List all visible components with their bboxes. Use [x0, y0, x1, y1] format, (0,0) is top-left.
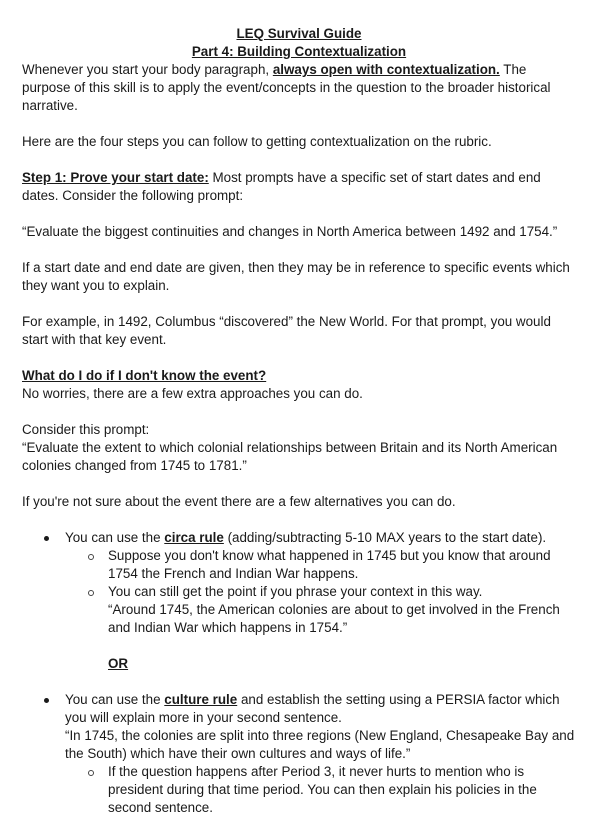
- culture-rule-sublist: [65, 763, 576, 817]
- bullet-text-before: You can use the: [65, 692, 165, 707]
- prompt1-quote: “Evaluate the biggest continuities and changes in North America between 1492 and 1754.”: [22, 224, 558, 239]
- list-item-culture-rule: [22, 691, 576, 817]
- bullet-text-before: You can use the: [65, 530, 165, 545]
- spacer: [22, 241, 576, 259]
- alternatives-list-continued: [22, 691, 576, 817]
- intro-text-before: Whenever you start your body paragraph,: [22, 62, 273, 77]
- spacer: [22, 205, 576, 223]
- example-paragraph: For example, in 1492, Columbus “discovered” the New World. For that prompt, you would start with that key event.: [22, 314, 551, 347]
- or-separator: [22, 655, 576, 673]
- circa-rule-sublist: [65, 547, 576, 637]
- spacer: [22, 673, 576, 691]
- bullet-text-after: (adding/subtracting 5-10 MAX years to the start date).: [223, 530, 547, 545]
- alternatives-intro: If you're not sure about the event there are a few alternatives you can do.: [22, 494, 456, 509]
- step1-text: Most prompts have a specific set of start dates and end dates. Consider the following prompt:: [22, 170, 541, 203]
- or-label: OR: [108, 656, 129, 671]
- bullet-icon: [44, 536, 49, 541]
- sublist-item: [65, 763, 576, 817]
- sublist-item-text: Suppose you don't know what happened in 1745 but you know that around 1754 the French and Indian War happens.: [108, 548, 551, 581]
- spacer: [22, 295, 576, 313]
- dates-explanation: If a start date and end date are given, then they may be in reference to specific events which they want you to explain.: [22, 260, 570, 293]
- spacer: [22, 475, 576, 493]
- unknown-event-heading: What do I do if I don't know the event?: [22, 368, 267, 383]
- intro-paragraph: [22, 61, 576, 115]
- alternatives-list: [22, 529, 576, 637]
- spacer: [22, 637, 576, 655]
- spacer: [22, 115, 576, 133]
- hollow-bullet-icon: [88, 554, 94, 560]
- spacer: [22, 349, 576, 367]
- consider-label: Consider this prompt:: [22, 422, 150, 437]
- bullet-text-after: and establish the setting using a PERSIA factor which you will explain more in your second sentence.: [65, 692, 560, 725]
- document-title: LEQ Survival Guide: [236, 26, 362, 41]
- bullet-icon: [44, 698, 49, 703]
- sublist-item-quote: “Around 1745, the American colonies are about to get involved in the French and Indian War which happens in 1754.”: [108, 602, 560, 635]
- step1-heading: Step 1: Prove your start date:: [22, 170, 209, 185]
- hollow-bullet-icon: [88, 770, 94, 776]
- unknown-event-text: No worries, there are a few extra approaches you can do.: [22, 386, 363, 401]
- list-item-circa-rule: [22, 529, 576, 637]
- intro-text-after: The purpose of this skill is to apply the event/concepts in the question to the broader historical narrative.: [22, 62, 551, 113]
- hollow-bullet-icon: [88, 590, 94, 596]
- sublist-item: [65, 547, 576, 583]
- spacer: [22, 511, 576, 529]
- spacer: [22, 151, 576, 169]
- sublist-item-text: You can still get the point if you phrase your context in this way.: [108, 584, 483, 599]
- sublist-item: [65, 583, 576, 637]
- culture-rule-emphasis: culture rule: [164, 692, 238, 707]
- circa-rule-emphasis: circa rule: [164, 530, 224, 545]
- sublist-item-text: If the question happens after Period 3, it never hurts to mention who is president during that time period. You can then explain his policies in the second sentence.: [108, 764, 537, 815]
- step1-paragraph: [22, 169, 576, 205]
- document-subtitle: Part 4: Building Contextualization: [191, 44, 407, 59]
- intro-emphasis: always open with contextualization.: [272, 62, 500, 77]
- prompt2-quote: “Evaluate the extent to which colonial relationships between Britain and its North American colonies changed from 1745 to 1781.”: [22, 440, 558, 473]
- culture-rule-quote: “In 1745, the colonies are split into three regions (New England, Chesapeake Bay and the South) which have their own cultures and ways of life.”: [65, 728, 575, 761]
- steps-intro: Here are the four steps you can follow to getting contextualization on the rubric.: [22, 134, 492, 149]
- spacer: [22, 403, 576, 421]
